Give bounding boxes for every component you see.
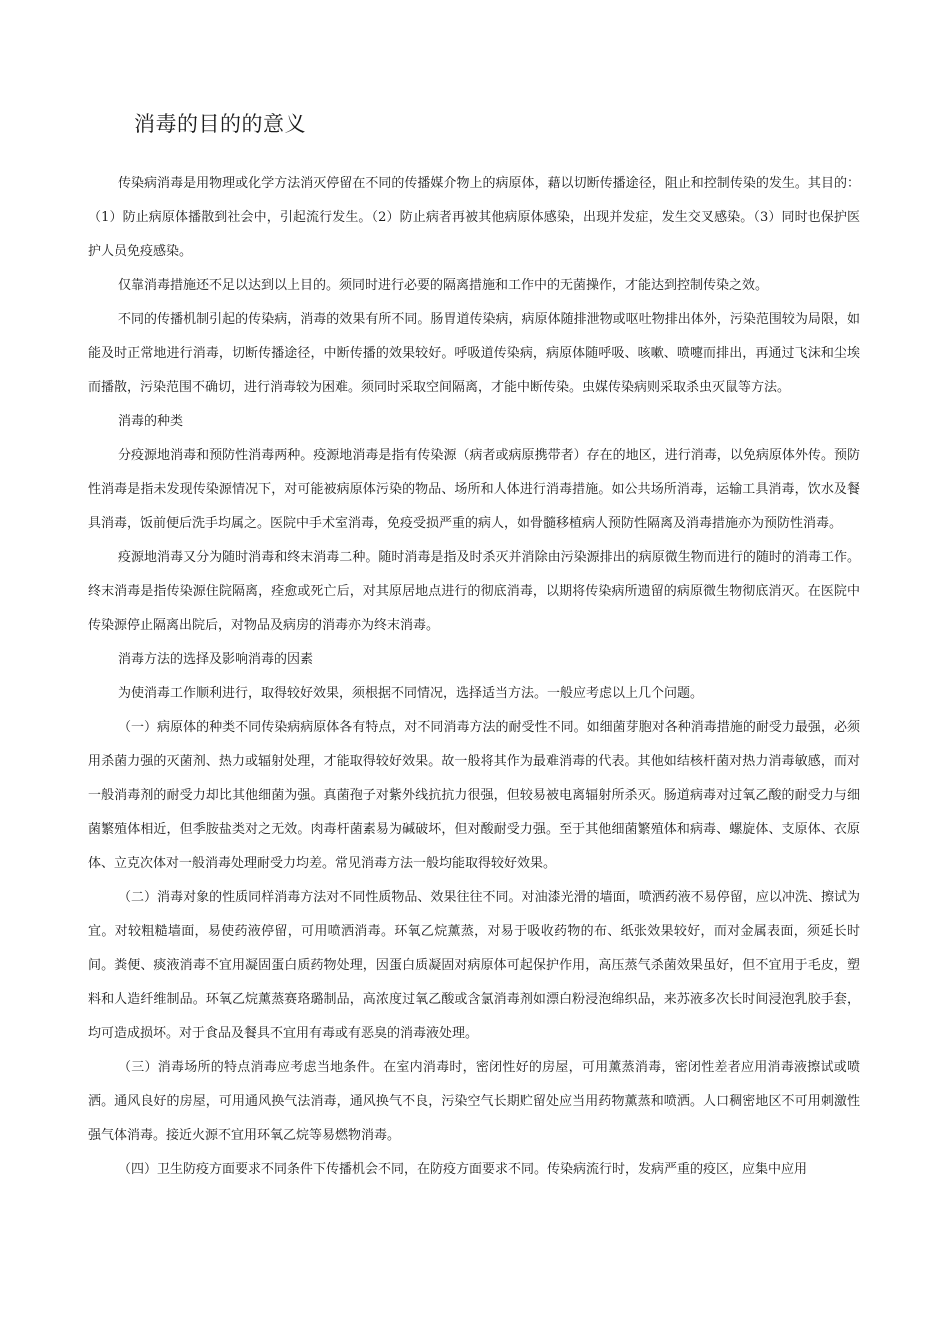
paragraph-object-nature: （二）消毒对象的性质同样消毒方法对不同性质物品、效果往往不同。对油漆光滑的墙面，喷洒药液不易停留，应以冲洗、擦试为宜。对较粗糙墙面，易使药液停留，可用喷洒消毒。环氧乙烷薰蒸，对易于吸收药物的布、纸张效果较好，而对金属表面，须延长时间。粪便、痰液消毒不宜用凝固蛋白质药物处理，因蛋白质凝固对病原体可起保护作用，高压蒸气杀菌效果虽好，但不宜用于毛皮，塑料和人造纤维制品。环氧乙烷薰蒸赛珞璐制品，高浓度过氧乙酸或含氯消毒剂如漂白粉浸泡绵织品，来苏液多次长时间浸泡乳胶手套，均可造成损坏。对于食品及餐具不宜用有毒或有恶臭的消毒液处理。 bbox=[88, 890, 860, 1041]
paragraph-epidemic-requirements: （四）卫生防疫方面要求不同条件下传播机会不同，在防疫方面要求不同。传染病流行时，发病严重的疫区，应集中应用 bbox=[118, 1162, 808, 1177]
paragraph-isolation: 仅靠消毒措施还不足以达到以上目的。须同时进行必要的隔离措施和工作中的无菌操作，才能达到控制传染之效。 bbox=[118, 278, 769, 293]
section-heading-methods: 消毒方法的选择及影响消毒的因素 bbox=[118, 652, 314, 667]
paragraph-location: （三）消毒场所的特点消毒应考虑当地条件。在室内消毒时，密闭性好的房屋，可用薰蒸消毒，密闭性差者应用消毒液擦试或喷洒。通风良好的房屋，可用通风换气法消毒，通风换气不良，污染空气长期贮留处应当用药物薰蒸和喷洒。人口稠密地区不可用刺激性强气体消毒。接近火源不宜用环氧乙烷等易燃物消毒。 bbox=[88, 1060, 860, 1143]
paragraph-transmission: 不同的传播机制引起的传染病，消毒的效果有所不同。肠胃道传染病，病原体随排泄物或呕吐物排出体外，污染范围较为局限，如能及时正常地进行消毒，切断传播途径，中断传播的效果较好。呼吸道传染病，病原体随呼吸、咳嗽、喷嚏而排出，再通过飞沫和尘埃而播散，污染范围不确切，进行消毒较为困难。须同时采取空间隔离，才能中断传染。虫媒传染病则采取杀虫灭鼠等方法。 bbox=[88, 312, 860, 395]
paragraph-methods-intro: 为使消毒工作顺利进行，取得较好效果，须根据不同情况，选择适当方法。一般应考虑以上几个问题。 bbox=[118, 686, 704, 701]
section-heading-types: 消毒的种类 bbox=[118, 414, 184, 429]
paragraph-pathogen-types: （一）病原体的种类不同传染病病原体各有特点，对不同消毒方法的耐受性不同。如细菌芽胞对各种消毒措施的耐受力最强，必须用杀菌力强的灭菌剂、热力或辐射处理，才能取得较好效果。故一般将其作为最难消毒的代表。其他如结核杆菌对热力消毒敏感，而对一般消毒剂的耐受力却比其他细菌为强。真菌孢子对紫外线抗抗力很强，但较易被电离辐射所杀灭。肠道病毒对过氧乙酸的耐受力与细菌繁殖体相近，但季胺盐类对之无效。肉毒杆菌素易为碱破坏，但对酸耐受力强。至于其他细菌繁殖体和病毒、螺旋体、支原体、衣原体、立克次体对一般消毒处理耐受力均差。常见消毒方法一般均能取得较好效果。 bbox=[88, 720, 860, 871]
document-body bbox=[88, 167, 860, 1187]
document-title: 消毒的目的的意义 bbox=[134, 112, 306, 136]
paragraph-purpose: 传染病消毒是用物理或化学方法消灭停留在不同的传播媒介物上的病原体，藉以切断传播途径，阻止和控制传染的发生。其目的：（1）防止病原体播散到社会中，引起流行发生。（2）防止病者再被其他病原体感染，出现并发症，发生交叉感染。（3）同时也保护医护人员免疫感染。 bbox=[88, 176, 860, 259]
paragraph-types: 分疫源地消毒和预防性消毒两种。疫源地消毒是指有传染源（病者或病原携带者）存在的地区，进行消毒，以免病原体外传。预防性消毒是指未发现传染源情况下，对可能被病原体污染的物品、场所和人体进行消毒措施。如公共场所消毒，运输工具消毒，饮水及餐具消毒，饭前便后洗手均属之。医院中手术室消毒，免疫受损严重的病人，如骨髓移植病人预防性隔离及消毒措施亦为预防性消毒。 bbox=[88, 448, 860, 531]
paragraph-focus-disinfection: 疫源地消毒又分为随时消毒和终末消毒二种。随时消毒是指及时杀灭并消除由污染源排出的病原微生物而进行的随时的消毒工作。终末消毒是指传染源住院隔离，痊愈或死亡后，对其原居地点进行的彻底消毒，以期将传染病所遗留的病原微生物彻底消灭。在医院中传染源停止隔离出院后，对物品及病房的消毒亦为终末消毒。 bbox=[88, 550, 860, 633]
